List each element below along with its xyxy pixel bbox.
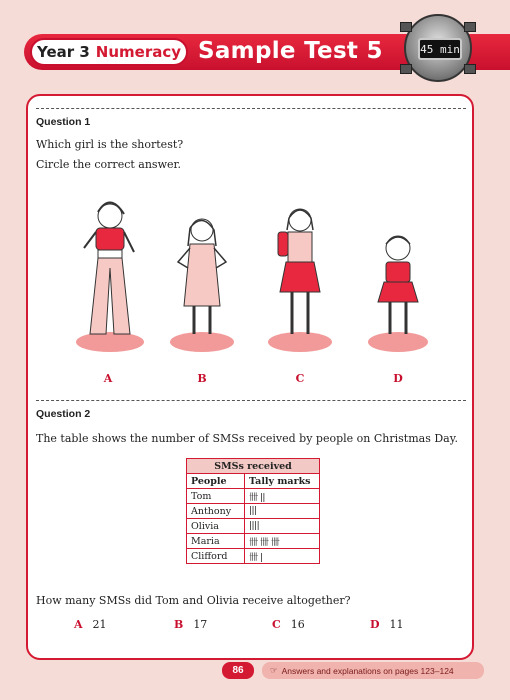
tally-marks: 卌 卌 卌: [245, 534, 320, 549]
pointing-hand-icon: ☞: [270, 665, 278, 675]
person-name: Olivia: [187, 519, 245, 534]
option-letter: C: [272, 618, 281, 631]
person-name: Anthony: [187, 504, 245, 519]
table-header-people: People: [187, 474, 245, 489]
timer-nub: [464, 22, 476, 32]
table-caption: SMSs received: [187, 459, 320, 474]
option-letter: D: [370, 618, 380, 631]
person-name: Maria: [187, 534, 245, 549]
tally-marks: 卌 ||: [245, 489, 320, 504]
table-row: [187, 534, 320, 549]
question-2-intro: The table shows the number of SMSs received by people on Christmas Day.: [36, 432, 458, 445]
tally-marks: ||||: [245, 519, 320, 534]
page-title: Sample Test 5: [198, 38, 383, 64]
sms-table: [186, 458, 320, 564]
person-name: Tom: [187, 489, 245, 504]
dotted-divider: [36, 400, 466, 401]
timer-display: 45 min: [418, 38, 462, 60]
girl-d-figure[interactable]: [368, 236, 428, 352]
page-header: [0, 0, 510, 82]
option-letter: B: [174, 618, 184, 631]
timer-icon: [404, 14, 472, 82]
year-subject-pill: [30, 38, 188, 66]
girl-a-figure[interactable]: [76, 202, 144, 352]
girl-b-figure[interactable]: [170, 219, 234, 352]
subject-label: Numeracy: [95, 43, 182, 61]
answer-option-c[interactable]: [272, 618, 305, 631]
year-label: Year 3: [36, 43, 90, 61]
timer-nub: [464, 64, 476, 74]
timer-nub: [400, 22, 412, 32]
option-letter: A: [74, 618, 83, 631]
question-1-prompt: Which girl is the shortest?: [36, 138, 184, 151]
option-b-label[interactable]: B: [197, 372, 207, 385]
question-2-heading: Question 2: [36, 408, 91, 420]
question-2-prompt: How many SMSs did Tom and Olivia receive altogether?: [36, 594, 351, 607]
option-c-label[interactable]: C: [295, 372, 305, 385]
answers-reference[interactable]: [262, 662, 484, 679]
table-row: [187, 519, 320, 534]
option-value: 11: [389, 618, 404, 631]
girls-illustration: [28, 96, 472, 396]
timer-nub: [400, 64, 412, 74]
option-d-label[interactable]: D: [393, 372, 403, 385]
answer-option-d[interactable]: [370, 618, 404, 631]
tally-marks: |||: [245, 504, 320, 519]
page-number: 86: [222, 662, 254, 679]
table-row: [187, 549, 320, 564]
option-value: 16: [290, 618, 305, 631]
question-1-instruction: Circle the correct answer.: [36, 158, 182, 171]
page-footer: [222, 662, 484, 679]
option-value: 17: [193, 618, 208, 631]
option-value: 21: [92, 618, 107, 631]
question-card: [26, 94, 474, 660]
table-row: [187, 489, 320, 504]
option-a-label[interactable]: A: [103, 372, 113, 385]
question-1-heading: Question 1: [36, 116, 91, 128]
table-header-tally: Tally marks: [245, 474, 320, 489]
answers-text: Answers and explanations on pages 123–124: [281, 665, 454, 676]
girl-c-figure[interactable]: [268, 209, 332, 352]
tally-marks: 卌 |: [245, 549, 320, 564]
answer-option-a[interactable]: [74, 618, 107, 631]
table-row: [187, 504, 320, 519]
answer-option-b[interactable]: [174, 618, 207, 631]
person-name: Clifford: [187, 549, 245, 564]
